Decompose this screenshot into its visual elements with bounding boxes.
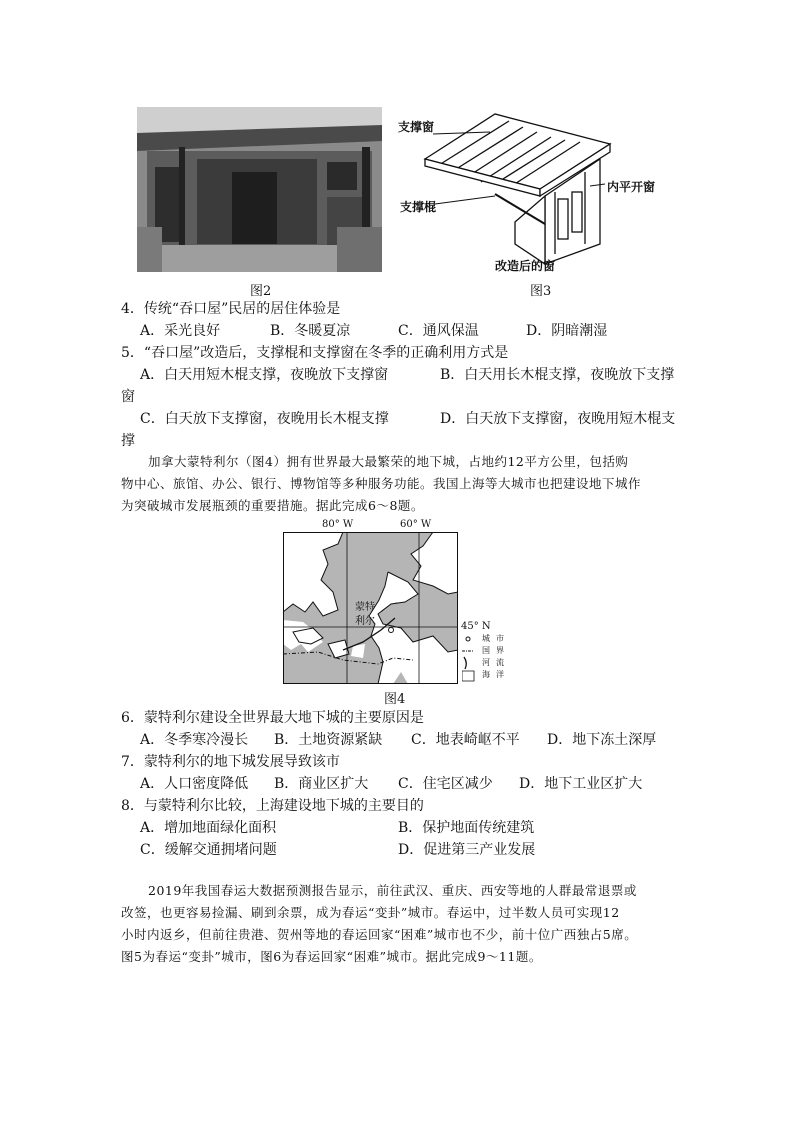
q5-stem: 5．“吞口屋”改造后，支撑棍和支撑窗在冬季的正确利用方式是 [121, 345, 509, 361]
map-city-label-line2: 利尔 [355, 616, 375, 627]
q7-option-c: C．住宅区减少 [398, 776, 493, 792]
map-city-label-line1: 蒙特 [355, 602, 375, 613]
passage2-line3: 小时内返乡，但前往贵港、贺州等地的春运回家“困难”城市也不少，前十位广西独占5席。 [121, 927, 638, 942]
passage2-line2: 改签，也更容易捡漏、刷到余票，成为春运“变卦”城市。春运中，过半数人员可实现12 [121, 905, 620, 920]
q5-option-b-line2: 窗 [121, 389, 135, 405]
figure3-label-support-stick: 支撑棍 [400, 200, 437, 214]
q6-option-b: B．土地资源紧缺 [274, 732, 383, 748]
legend-city-1: 城 [482, 634, 490, 643]
legend-ocean-1: 海 [482, 670, 490, 679]
q4-option-a: A．采光良好 [140, 323, 221, 339]
q4-option-b: B．冬暖夏凉 [270, 323, 351, 339]
passage1-line2: 物中心、旅馆、办公、银行、博物馆等多种服务功能。我国上海等大城市也把建设地下城作 [121, 476, 642, 491]
q8-option-c: C．缓解交通拥堵问题 [140, 842, 277, 858]
q5-option-a: A．白天用短木棍支撑，夜晚放下支撑窗 [140, 367, 389, 383]
q8-stem: 8．与蒙特利尔比较，上海建设地下城的主要目的 [121, 798, 424, 814]
map-lon-80w: 80° W [322, 519, 354, 530]
legend-ocean-2: 洋 [496, 670, 504, 679]
q5-option-b-line1: B．白天用长木棍支撑，夜晚放下支撑 [440, 367, 675, 383]
q7-option-b: B．商业区扩大 [274, 776, 369, 792]
q6-option-d: D．地下冻土深厚 [547, 732, 657, 748]
legend-border-1: 国 [482, 646, 490, 655]
figure3-caption: 图3 [530, 284, 552, 299]
figure2-caption: 图2 [250, 284, 272, 299]
figure4-caption: 图4 [384, 692, 406, 707]
q7-stem: 7．蒙特利尔的地下城发展导致该市 [121, 754, 340, 770]
map-legend [462, 633, 507, 683]
q7-option-a: A．人口密度降低 [140, 776, 249, 792]
q4-stem: 4．传统“吞口屋”民居的居住体验是 [121, 301, 341, 317]
q7-option-d: D．地下工业区扩大 [519, 776, 643, 792]
figure3-subcaption: 改造后的窗 [495, 259, 556, 273]
legend-border-2: 界 [496, 646, 504, 655]
q8-option-d: D．促进第三产业发展 [398, 842, 536, 858]
legend-river-2: 流 [496, 658, 504, 667]
figure3-label-support-window: 支撑窗 [398, 120, 435, 134]
q5-option-d-line2: 撑 [121, 433, 135, 449]
q4-option-c: C．通风保温 [398, 323, 479, 339]
q8-option-a: A．增加地面绿化面积 [140, 820, 277, 836]
passage1-line3: 为突破城市发展瓶颈的重要措施。据此完成6～8题。 [121, 498, 424, 513]
map-lat-45n: 45° N [461, 621, 491, 632]
figure3-label-inner-window: 内平开窗 [607, 180, 656, 194]
q6-stem: 6．蒙特利尔建设全世界最大地下城的主要原因是 [121, 710, 424, 726]
figure2-photo [137, 107, 382, 272]
map-lon-60w: 60° W [400, 519, 432, 530]
q8-option-b: B．保护地面传统建筑 [398, 820, 535, 836]
passage1-line1: 加拿大蒙特利尔（图4）拥有世界最大最繁荣的地下城，占地约12平方公里，包括购 [148, 454, 629, 469]
passage2-line1: 2019年我国春运大数据预测报告显示，前往武汉、重庆、西安等地的人群最常退票或 [148, 883, 637, 898]
passage2-line4: 图5为春运“变卦”城市，图6为春运回家“困难”城市。据此完成9～11题。 [121, 949, 542, 964]
q6-option-c: C．地表崎岖不平 [411, 732, 520, 748]
legend-river-1: 河 [482, 658, 490, 667]
q4-option-d: D．阴暗潮湿 [526, 323, 608, 339]
legend-city-2: 市 [496, 634, 504, 643]
q5-option-d-line1: D．白天放下支撑窗，夜晚用短木棍支 [440, 411, 676, 427]
q5-option-c: C．白天放下支撑窗，夜晚用长木棍支撑 [140, 411, 389, 427]
q6-option-a: A．冬季寒冷漫长 [140, 732, 249, 748]
